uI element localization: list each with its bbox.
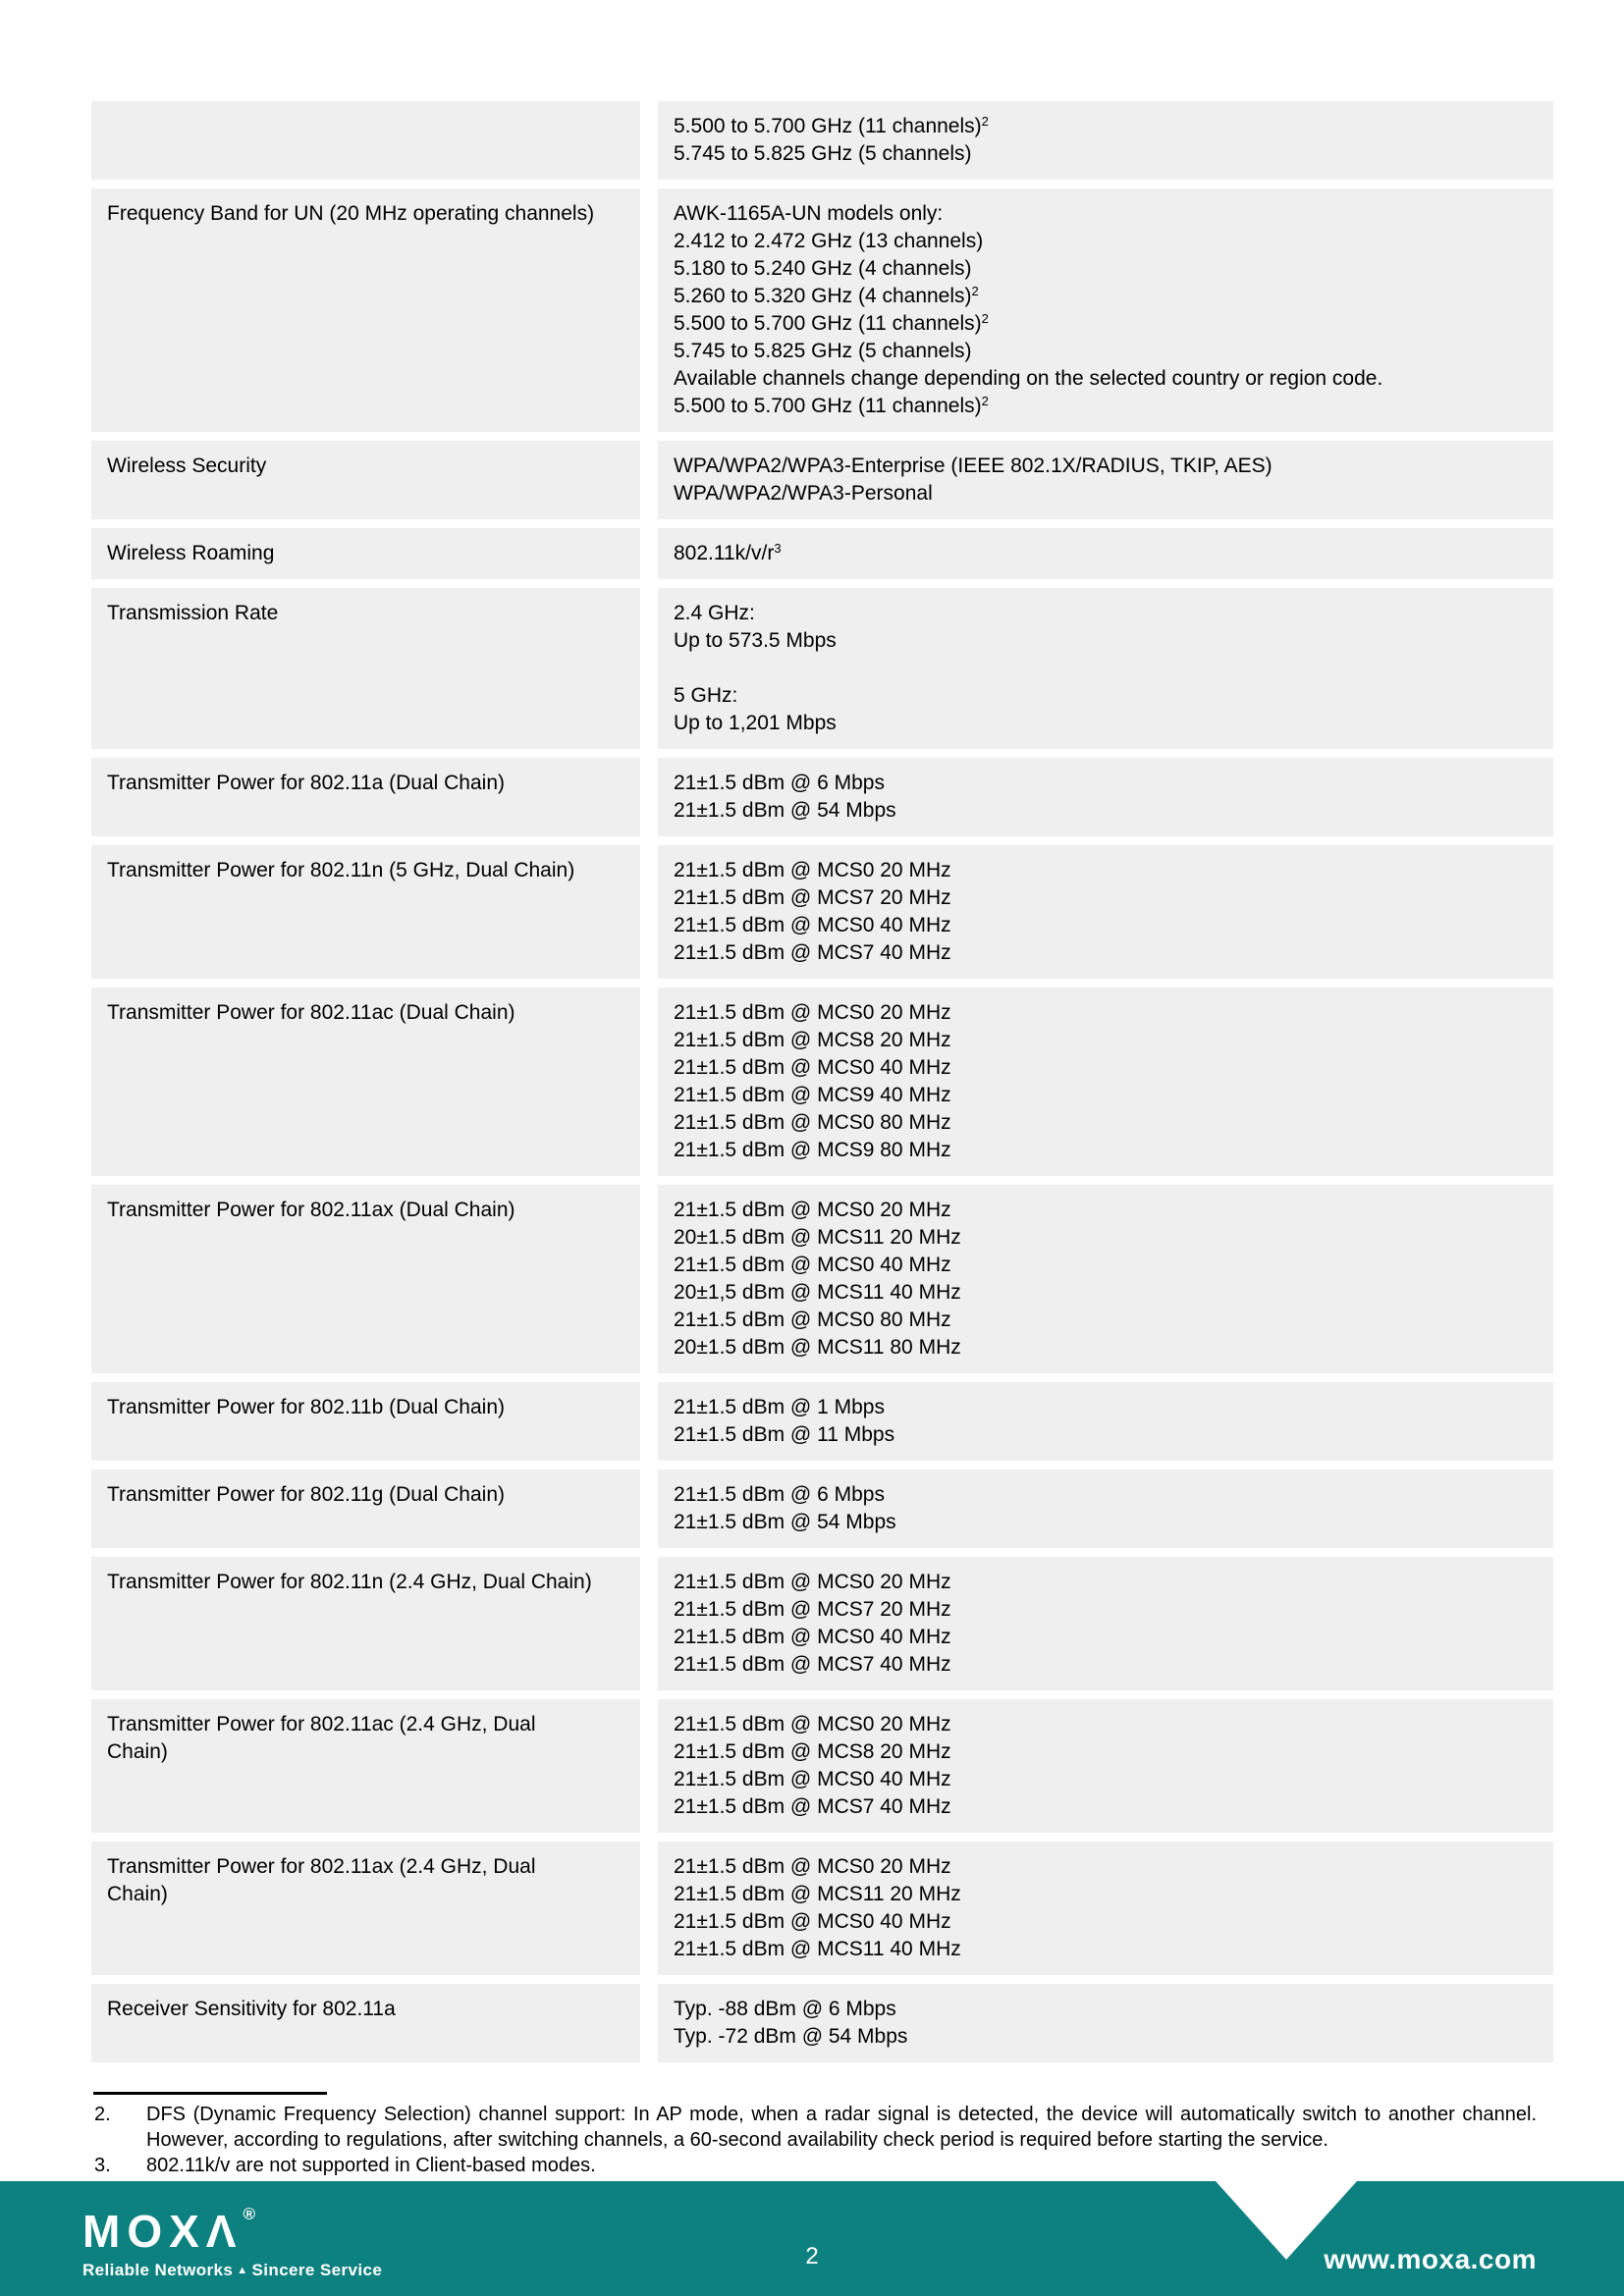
spec-line: Transmitter Power for 802.11ax (2.4 GHz, Dual xyxy=(107,1855,536,1878)
spec-line: WPA/WPA2/WPA3-Enterprise (IEEE 802.1X/RADIUS, TKIP, AES) xyxy=(674,454,1272,477)
spec-line: 21±1.5 dBm @ MCS8 20 MHz xyxy=(674,1029,951,1051)
spec-line: 5.745 to 5.825 GHz (5 channels) xyxy=(674,142,972,165)
spec-line: Transmitter Power for 802.11a (Dual Chain) xyxy=(107,772,505,794)
spec-value-cell xyxy=(658,528,1553,579)
spec-line: 5.180 to 5.240 GHz (4 channels) xyxy=(674,257,972,280)
spec-label-cell xyxy=(91,1469,640,1548)
spec-value-cell xyxy=(658,758,1553,836)
spec-line: 21±1.5 dBm @ MCS7 40 MHz xyxy=(674,1653,951,1676)
footnote-text: DFS (Dynamic Frequency Selection) channel support: In AP mode, when a radar signal is detected, the device will automatically switch to another channel. However, according to regulations, after switching channels, a 60-second availability check period is required before starting the service. xyxy=(146,2104,1537,2151)
footnote-number: 2. xyxy=(94,2104,111,2125)
moxa-wordmark: MOXΛ xyxy=(82,2206,244,2257)
spec-line: 21±1.5 dBm @ 1 Mbps xyxy=(674,1396,885,1418)
spec-value-cell xyxy=(658,1699,1553,1833)
spec-label-cell xyxy=(91,1842,640,1975)
table-row xyxy=(91,588,1553,749)
spec-line: 21±1.5 dBm @ MCS0 20 MHz xyxy=(674,859,951,881)
spec-table xyxy=(91,101,1553,2062)
spec-line: 21±1.5 dBm @ MCS0 80 MHz xyxy=(674,1308,951,1331)
spec-line: 20±1,5 dBm @ MCS11 40 MHz xyxy=(674,1281,961,1304)
spec-value-cell xyxy=(658,1382,1553,1461)
table-row xyxy=(91,441,1553,519)
page-content xyxy=(91,101,1553,2178)
spec-line: 21±1.5 dBm @ MCS7 20 MHz xyxy=(674,1598,951,1621)
tagline-right: Sincere Service xyxy=(251,2261,383,2279)
spec-line: 21±1.5 dBm @ MCS0 40 MHz xyxy=(674,1910,951,1933)
spec-line: Transmitter Power for 802.11ac (Dual Chain) xyxy=(107,1001,515,1024)
table-row xyxy=(91,101,1553,180)
page-number: 2 xyxy=(805,2243,819,2269)
spec-line: 21±1.5 dBm @ MCS7 40 MHz xyxy=(674,941,951,964)
spec-line: 21±1.5 dBm @ 6 Mbps xyxy=(674,1483,885,1506)
table-row xyxy=(91,528,1553,579)
footnote-list xyxy=(91,2102,1537,2178)
spec-label-cell xyxy=(91,588,640,749)
registered-trademark-symbol: ® xyxy=(243,2205,255,2223)
spec-line: Transmitter Power for 802.11n (5 GHz, Dual Chain) xyxy=(107,859,575,881)
spec-line: 5.745 to 5.825 GHz (5 channels) xyxy=(674,340,972,362)
spec-line: $802.11k/v/r^3$ xyxy=(674,541,782,564)
spec-value-cell xyxy=(658,1842,1553,1975)
website-link[interactable]: www.moxa.com xyxy=(1324,2244,1537,2274)
footnote-number: 3. xyxy=(94,2155,111,2176)
spec-line: Transmission Rate xyxy=(107,602,279,624)
spec-line: 21±1.5 dBm @ MCS9 80 MHz xyxy=(674,1139,951,1161)
spec-label-cell xyxy=(91,845,640,979)
triangle-icon: ▲ xyxy=(237,2265,248,2276)
spec-line: 2.412 to 2.472 GHz (13 channels) xyxy=(674,230,984,252)
table-row xyxy=(91,1185,1553,1373)
spec-line: 2.4 GHz: xyxy=(674,602,755,624)
table-row xyxy=(91,1382,1553,1461)
spec-line: 21±1.5 dBm @ MCS7 40 MHz xyxy=(674,1795,951,1818)
footer-band xyxy=(0,2181,1624,2296)
spec-value-cell xyxy=(658,101,1553,180)
spec-line: WPA/WPA2/WPA3-Personal xyxy=(674,482,933,505)
table-row xyxy=(91,1469,1553,1548)
spec-label-cell xyxy=(91,1557,640,1690)
spec-value-cell xyxy=(658,1469,1553,1548)
table-row xyxy=(91,845,1553,979)
spec-line: 21±1.5 dBm @ MCS0 20 MHz xyxy=(674,1571,951,1593)
footnote-separator-rule xyxy=(93,2092,327,2095)
spec-line: 21±1.5 dBm @ MCS0 20 MHz xyxy=(674,1199,951,1221)
spec-line: Receiver Sensitivity for 802.11a xyxy=(107,1998,396,2020)
spec-line: Transmitter Power for 802.11n (2.4 GHz, Dual Chain) xyxy=(107,1571,592,1593)
spec-line: 21±1.5 dBm @ MCS0 40 MHz xyxy=(674,914,951,936)
spec-label-cell xyxy=(91,1382,640,1461)
spec-line: 5 GHz: xyxy=(674,684,738,707)
spec-line: Up to 1,201 Mbps xyxy=(674,712,837,734)
spec-line: 21±1.5 dBm @ MCS0 20 MHz xyxy=(674,1001,951,1024)
spec-line: 21±1.5 dBm @ MCS7 20 MHz xyxy=(674,886,951,909)
spec-line: 5.500 to 5.700 GHz (11 channels)$^2$ xyxy=(674,114,989,137)
spec-value-cell xyxy=(658,845,1553,979)
spec-line: 21±1.5 dBm @ MCS0 20 MHz xyxy=(674,1713,951,1735)
table-row xyxy=(91,988,1553,1176)
spec-line: Transmitter Power for 802.11b (Dual Chain) xyxy=(107,1396,505,1418)
spec-line: 21±1.5 dBm @ MCS0 40 MHz xyxy=(674,1626,951,1648)
spec-line: Wireless Security xyxy=(107,454,267,477)
footnote-reference: 2 xyxy=(981,114,989,129)
spec-label-cell xyxy=(91,528,640,579)
spec-value-cell xyxy=(658,588,1553,749)
table-row xyxy=(91,188,1553,432)
spec-line: 20±1.5 dBm @ MCS11 80 MHz xyxy=(674,1336,961,1359)
footnotes-section xyxy=(91,2092,1537,2178)
footnote-reference: 3 xyxy=(774,541,782,556)
spec-value-cell xyxy=(658,188,1553,432)
spec-label-cell xyxy=(91,988,640,1176)
spec-line: 21±1.5 dBm @ MCS0 40 MHz xyxy=(674,1254,951,1276)
spec-line xyxy=(674,655,1538,682)
table-row xyxy=(91,1699,1553,1833)
footnote-item xyxy=(91,2153,1537,2178)
spec-line: 5.500 to 5.700 GHz (11 channels)$^2$ xyxy=(674,394,989,417)
footnote-reference: 2 xyxy=(971,284,979,298)
spec-line: Chain) xyxy=(107,1883,168,1905)
table-row xyxy=(91,1842,1553,1975)
spec-line: 21±1.5 dBm @ MCS9 40 MHz xyxy=(674,1084,951,1106)
spec-line: 20±1.5 dBm @ MCS11 20 MHz xyxy=(674,1226,961,1249)
table-row xyxy=(91,1984,1553,2062)
spec-line: 21±1.5 dBm @ MCS11 20 MHz xyxy=(674,1883,961,1905)
footnote-text: 802.11k/v are not supported in Client-based modes. xyxy=(146,2155,596,2176)
spec-label-cell xyxy=(91,441,640,519)
spec-label-cell xyxy=(91,1699,640,1833)
spec-line: Transmitter Power for 802.11ac (2.4 GHz, Dual xyxy=(107,1713,536,1735)
spec-label-cell xyxy=(91,1185,640,1373)
spec-line: Typ. -72 dBm @ 54 Mbps xyxy=(674,2025,908,2048)
spec-line: Available channels change depending on the selected country or region code. xyxy=(674,367,1383,390)
tagline-left: Reliable Networks xyxy=(82,2261,234,2279)
spec-line: 21±1.5 dBm @ MCS0 20 MHz xyxy=(674,1855,951,1878)
spec-line: 21±1.5 dBm @ MCS11 40 MHz xyxy=(674,1938,961,1960)
spec-line: 21±1.5 dBm @ MCS0 80 MHz xyxy=(674,1111,951,1134)
spec-line: Chain) xyxy=(107,1740,168,1763)
spec-line: Typ. -88 dBm @ 6 Mbps xyxy=(674,1998,896,2020)
spec-line: 21±1.5 dBm @ MCS8 20 MHz xyxy=(674,1740,951,1763)
spec-line: 21±1.5 dBm @ MCS0 40 MHz xyxy=(674,1056,951,1079)
table-row xyxy=(91,1557,1553,1690)
spec-line: Frequency Band for UN (20 MHz operating channels) xyxy=(107,202,595,225)
table-row xyxy=(91,758,1553,836)
spec-line: Transmitter Power for 802.11g (Dual Chain) xyxy=(107,1483,505,1506)
spec-value-cell xyxy=(658,1557,1553,1690)
footnote-reference: 2 xyxy=(981,394,989,408)
spec-value-cell xyxy=(658,988,1553,1176)
spec-value-cell xyxy=(658,1185,1553,1373)
spec-line: Wireless Roaming xyxy=(107,542,275,564)
spec-line: 5.500 to 5.700 GHz (11 channels)$^2$ xyxy=(674,311,989,335)
spec-label-cell xyxy=(91,758,640,836)
spec-line: 5.260 to 5.320 GHz (4 channels)$^2$ xyxy=(674,284,979,307)
spec-line: 21±1.5 dBm @ 54 Mbps xyxy=(674,1511,896,1533)
spec-label-cell xyxy=(91,1984,640,2062)
spec-line: Up to 573.5 Mbps xyxy=(674,629,837,652)
spec-line: AWK-1165A-UN models only: xyxy=(674,202,944,225)
spec-line: 21±1.5 dBm @ 54 Mbps xyxy=(674,799,896,822)
spec-label-cell xyxy=(91,188,640,432)
footnote-item xyxy=(91,2102,1537,2153)
spec-line: 21±1.5 dBm @ 11 Mbps xyxy=(674,1423,895,1446)
spec-line: 21±1.5 dBm @ 6 Mbps xyxy=(674,772,885,794)
spec-value-cell xyxy=(658,1984,1553,2062)
spec-line: Transmitter Power for 802.11ax (Dual Chain) xyxy=(107,1199,515,1221)
footnote-reference: 2 xyxy=(981,311,989,326)
spec-label-cell xyxy=(91,101,640,180)
spec-line: 21±1.5 dBm @ MCS0 40 MHz xyxy=(674,1768,951,1790)
spec-value-cell xyxy=(658,441,1553,519)
